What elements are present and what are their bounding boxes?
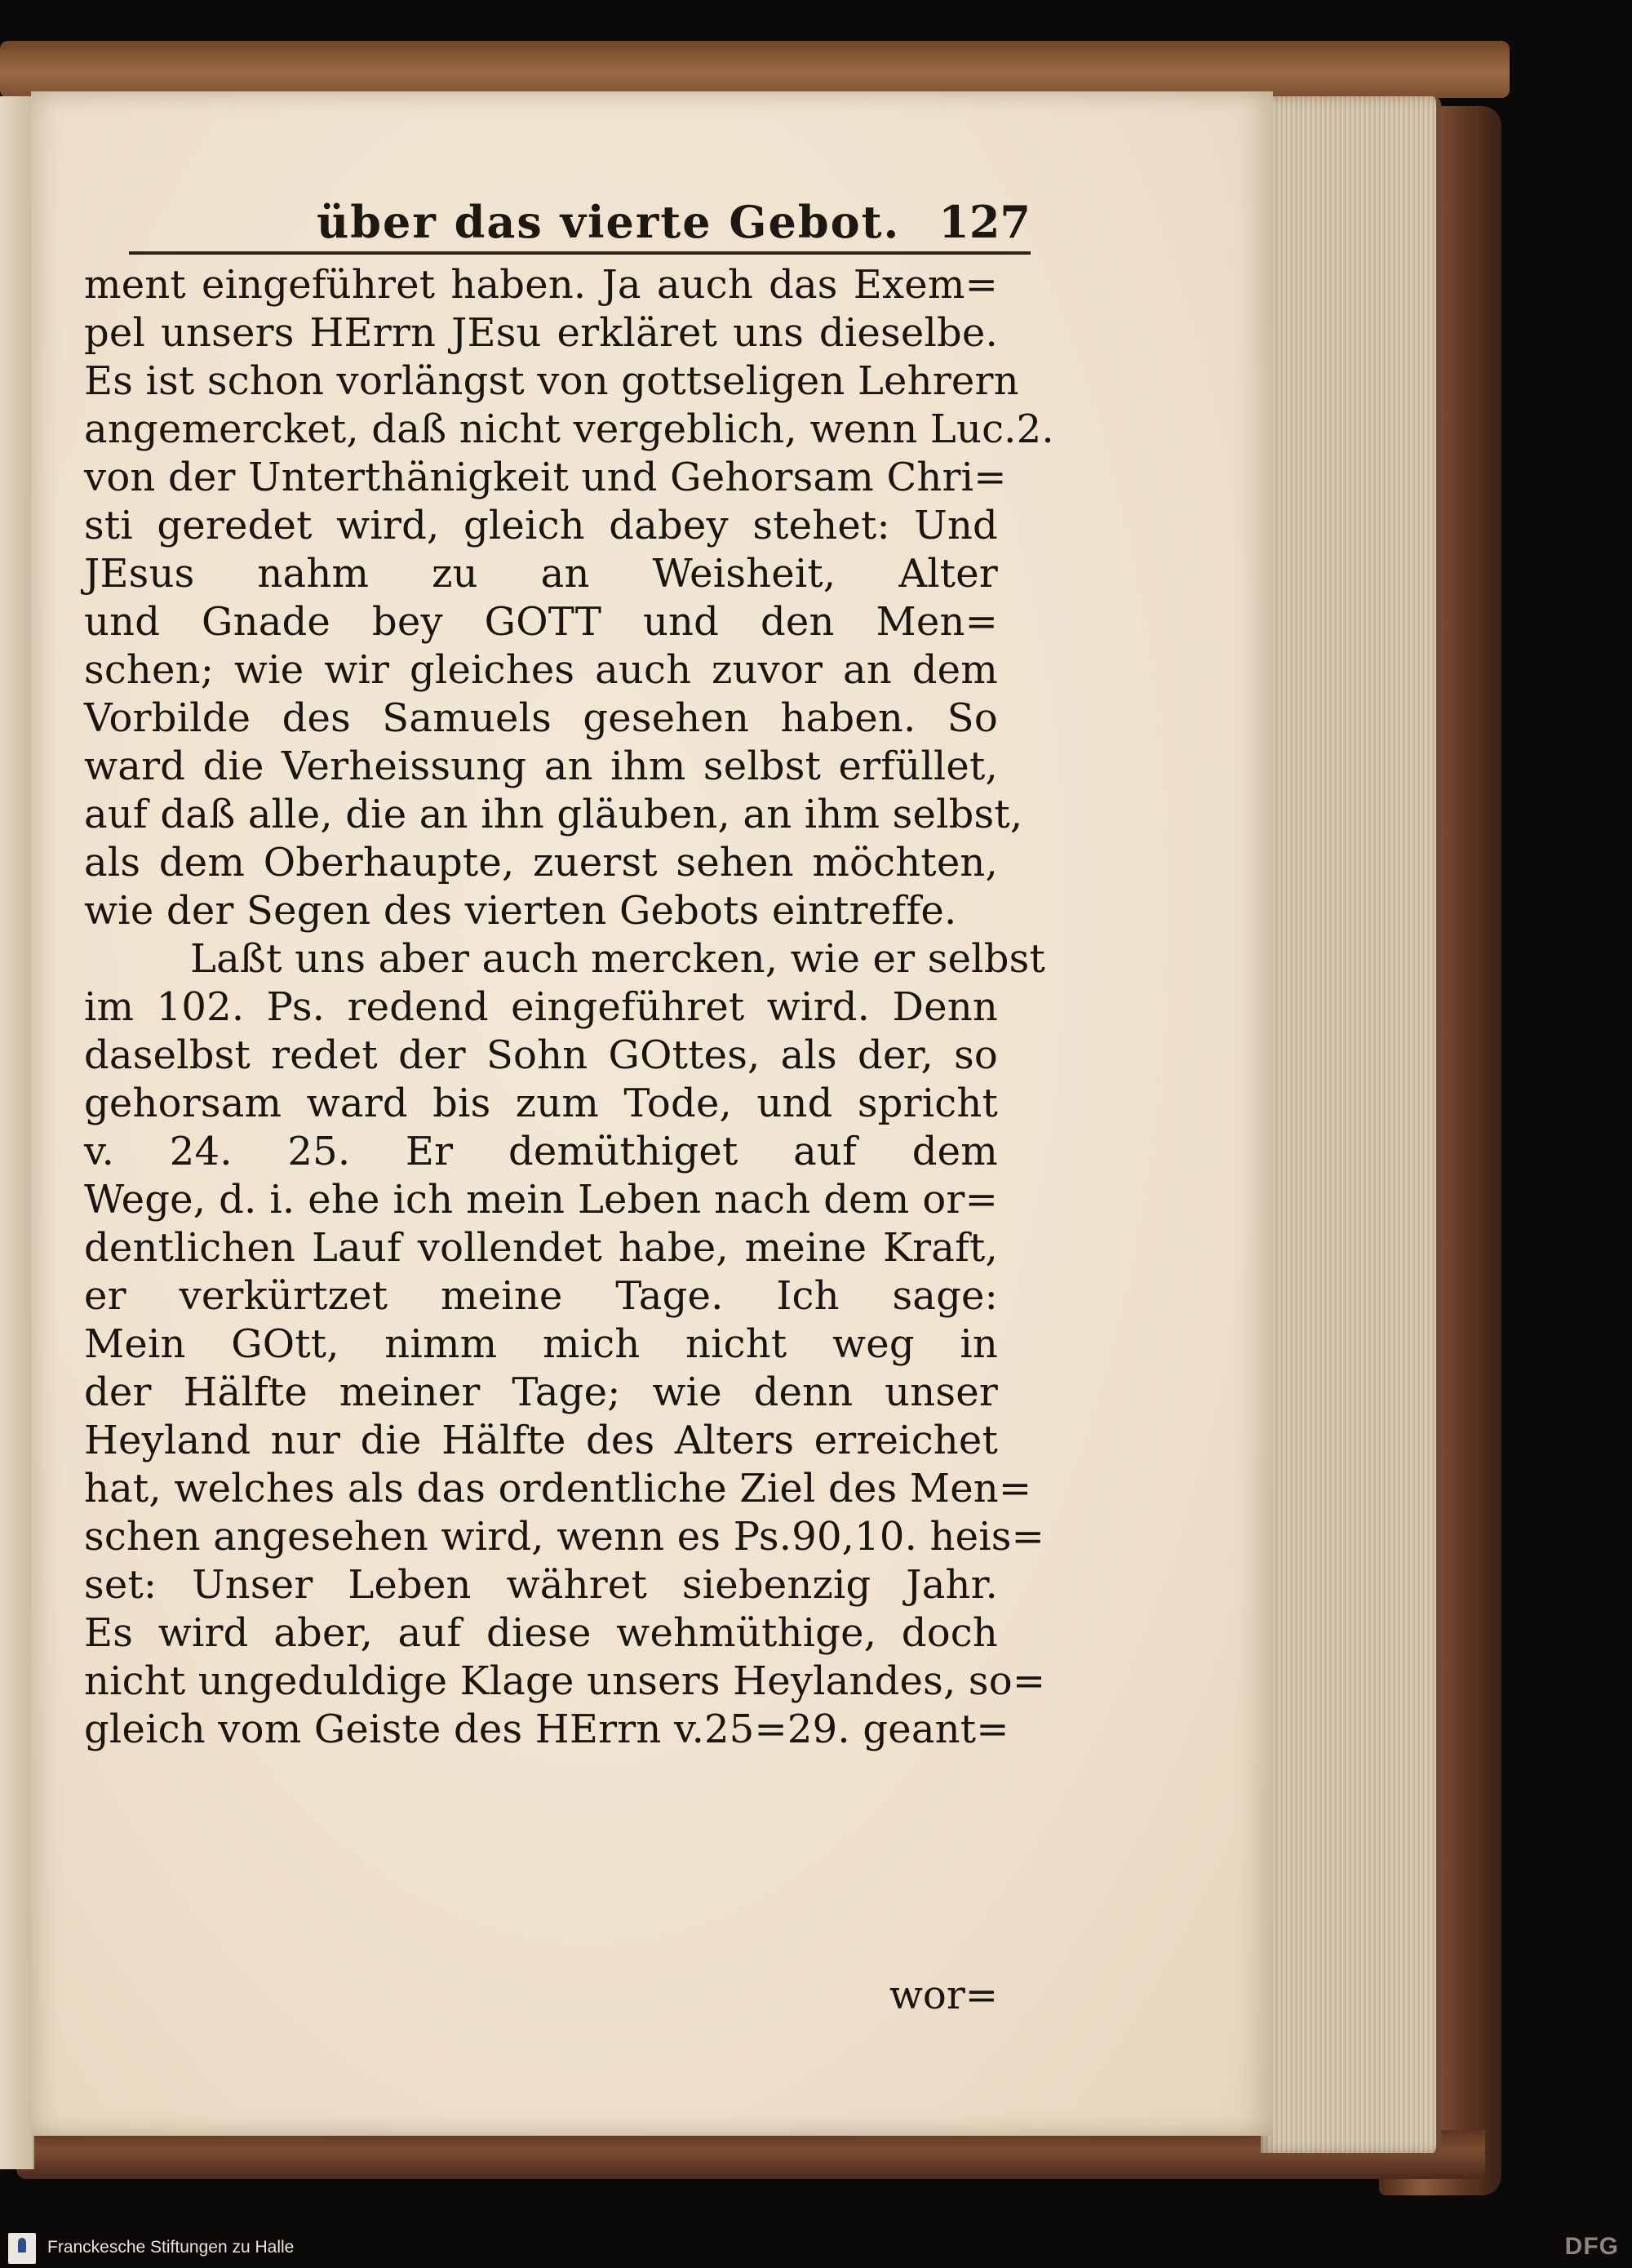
text-line: wie der Segen des vierten Gebots eintreffe. [84, 888, 957, 934]
text-line: Es wird aber, auf diese wehmüthige, doch [84, 1610, 998, 1656]
dfg-logo: DFG [1564, 2233, 1619, 2260]
text-line: JEsus nahm zu an Weisheit, Alter [84, 551, 998, 597]
book-page [31, 91, 1273, 2136]
text-line: Laßt uns aber auch mercken, wie er selbst [190, 936, 1045, 982]
text-line: als dem Oberhaupte, zuerst sehen möchten, [84, 840, 998, 885]
text-line: Wege, d. i. ehe ich mein Leben nach dem or= [84, 1177, 998, 1223]
text-line: schen angesehen wird, wenn es Ps.90,10. heis= [84, 1514, 1045, 1560]
text-line: von der Unterthänigkeit und Gehorsam Chri= [84, 455, 1007, 500]
page-number: 127 [938, 196, 1031, 248]
text-line: Es ist schon vorlängst von gottseligen Lehrern [84, 358, 1019, 404]
institution-label: Franckesche Stiftungen zu Halle [47, 2238, 295, 2257]
text-line: Heyland nur die Hälfte des Alters erreichet [84, 1418, 998, 1463]
text-line: set: Unser Leben währet siebenzig Jahr. [84, 1562, 998, 1608]
body-text [84, 261, 1054, 1754]
catchword: wor= [889, 1973, 998, 2018]
running-head: über das vierte Gebot. [317, 196, 901, 248]
text-line: dentlichen Lauf vollendet habe, meine Kraft, [84, 1225, 998, 1271]
text-line: sti geredet wird, gleich dabey stehet: Und [84, 503, 998, 548]
text-line: v. 24. 25. Er demüthiget auf dem [84, 1129, 998, 1174]
text-line: pel unsers HErrn JEsu erkläret uns dieselbe. [84, 310, 998, 356]
book-cover-top [0, 41, 1510, 98]
binding-strip [0, 96, 34, 2169]
text-line: im 102. Ps. redend eingeführet wird. Denn [84, 984, 998, 1030]
page-edges [1261, 96, 1441, 2153]
text-line: Mein GOtt, nimm mich nicht weg in [84, 1321, 998, 1367]
text-line: angemercket, daß nicht vergeblich, wenn Luc.2. [84, 406, 1054, 452]
text-line: gehorsam ward bis zum Tode, und spricht [84, 1081, 998, 1126]
text-line: auf daß alle, die an ihn gläuben, an ihm selbst, [84, 792, 1023, 837]
viewer-footer [0, 2228, 1632, 2268]
text-line: er verkürtzet meine Tage. Ich sage: [84, 1273, 998, 1319]
text-line: und Gnade bey GOTT und den Men= [84, 599, 998, 645]
header-rule [129, 251, 1031, 255]
page-header [129, 181, 1031, 255]
text-line: der Hälfte meiner Tage; wie denn unser [84, 1369, 998, 1415]
text-line: Vorbilde des Samuels gesehen haben. So [84, 695, 998, 741]
text-line: ward die Verheissung an ihm selbst erfüllet, [84, 743, 998, 789]
text-line: daselbst redet der Sohn GOttes, als der, so [84, 1032, 998, 1078]
text-line: nicht ungeduldige Klage unsers Heylandes, so= [84, 1658, 1046, 1704]
text-line: gleich vom Geiste des HErrn v.25=29. geant= [84, 1707, 1009, 1752]
institution-logo-icon [8, 2233, 36, 2264]
text-line: ment eingeführet haben. Ja auch das Exem= [84, 262, 998, 308]
text-line: schen; wie wir gleiches auch zuvor an dem [84, 647, 998, 693]
text-line: hat, welches als das ordentliche Ziel des Men= [84, 1466, 1032, 1511]
